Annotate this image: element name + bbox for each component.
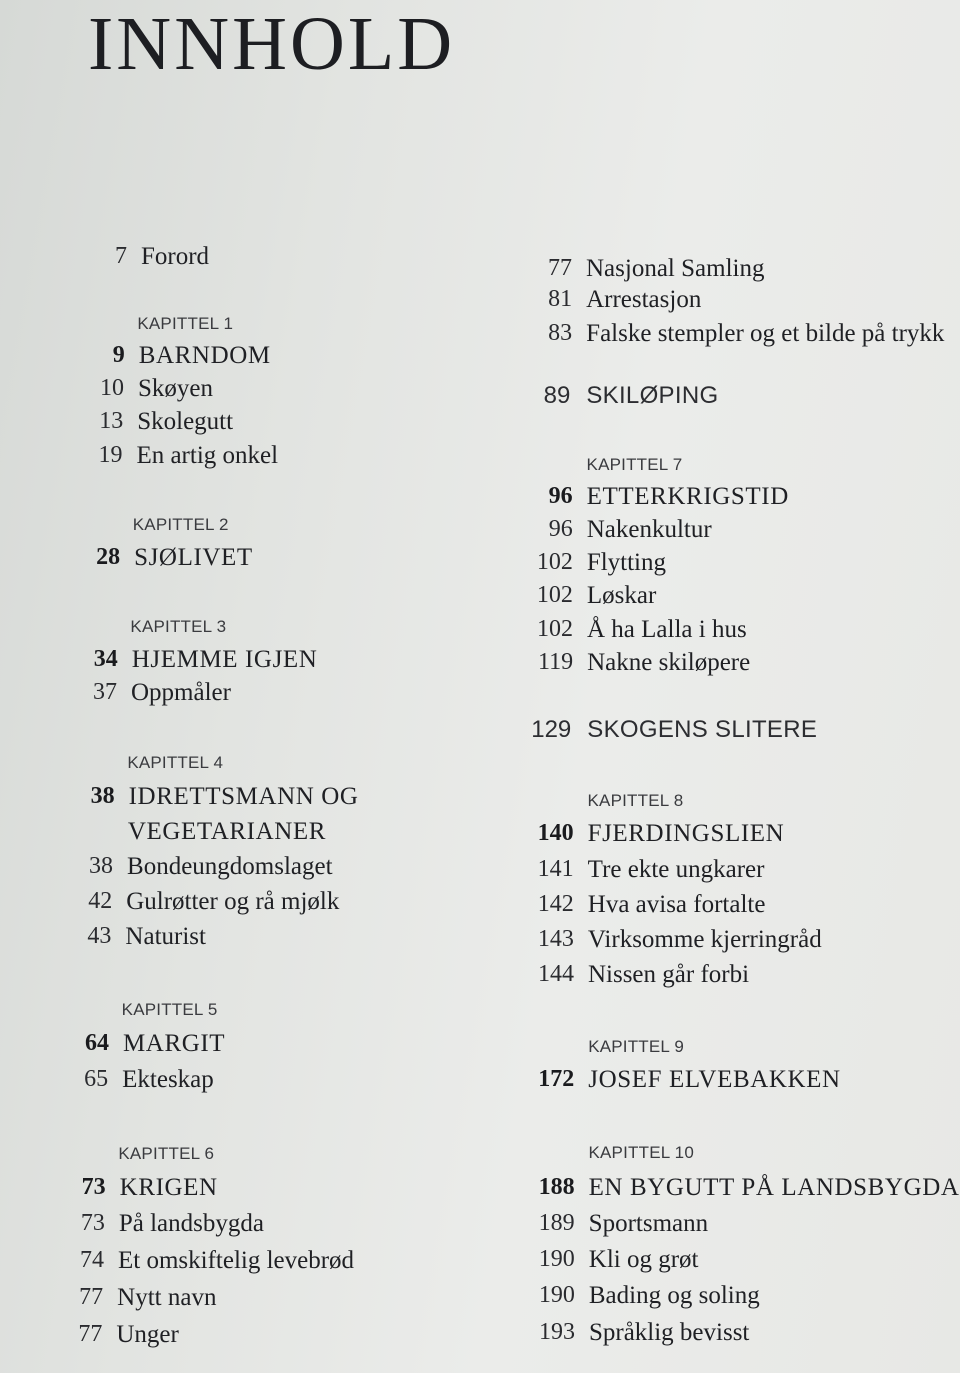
toc-entry	[98, 442, 279, 469]
page-number: 140	[537, 820, 574, 846]
page-number: 143	[537, 926, 574, 952]
chapter-heading: KAPITTEL 4	[127, 753, 224, 772]
entry-label: Hva avisa fortalte	[587, 891, 766, 918]
toc-entry	[536, 582, 657, 609]
page-number: 193	[538, 1319, 575, 1345]
toc-entry	[538, 1282, 760, 1309]
page-number: 43	[87, 923, 112, 949]
toc-entry	[80, 1210, 264, 1237]
page-number: 38	[90, 783, 115, 809]
entry-label: Naturist	[125, 923, 206, 950]
page-number: 28	[96, 544, 121, 570]
page-title: INNHOLD	[88, 2, 456, 86]
page-number: 89	[543, 382, 571, 409]
page-number: 73	[80, 1210, 105, 1236]
toc-entry	[93, 679, 231, 706]
entry-label: Et omskiftelig levebrød	[118, 1247, 355, 1274]
chapter-title-entry	[81, 1174, 218, 1201]
entry-label: En artig onkel	[136, 442, 279, 469]
entry-label: Nakne skiløpere	[587, 649, 751, 676]
toc-entry	[538, 1246, 699, 1273]
chapter-heading: KAPITTEL 5	[121, 1000, 218, 1019]
entry-label: Flytting	[586, 549, 666, 576]
page-number: 96	[548, 516, 573, 542]
toc-entry	[88, 888, 340, 915]
entry-label: Unger	[116, 1321, 179, 1348]
entry-label: Ekteskap	[122, 1066, 214, 1093]
chapter-title-entry	[112, 342, 271, 369]
page-number: 13	[99, 408, 124, 434]
page-number: 119	[537, 649, 574, 675]
page-number: 188	[538, 1174, 575, 1200]
chapter-heading: KAPITTEL 9	[588, 1037, 685, 1056]
entry-label: EN BYGUTT PÅ LANDSBYGDA	[588, 1174, 960, 1201]
toc-entry	[548, 320, 945, 347]
toc-entry	[548, 516, 712, 543]
toc-entry	[79, 1284, 217, 1311]
page-number: 83	[548, 320, 573, 346]
entry-label: På landsbygda	[118, 1210, 264, 1237]
entry-label: VEGETARIANER	[127, 818, 327, 845]
page-number: 81	[548, 286, 573, 312]
page-number: 129	[531, 716, 572, 743]
page-number: 37	[93, 679, 117, 705]
toc-entry	[537, 926, 822, 953]
toc-entry	[80, 1247, 355, 1274]
page-number: 96	[548, 483, 573, 509]
entry-label: MARGIT	[122, 1030, 226, 1057]
page-number: 142	[537, 891, 574, 917]
entry-label: Nasjonal Samling	[586, 255, 765, 282]
chapter-title-entry	[128, 819, 326, 844]
toc-entry	[115, 243, 210, 270]
entry-label: Gulrøtter og rå mjølk	[126, 888, 340, 915]
toc-entry	[537, 616, 747, 643]
page-number: 34	[93, 646, 118, 672]
page-number: 102	[537, 616, 573, 642]
page-number: 42	[88, 888, 113, 914]
toc-entry	[89, 853, 333, 880]
entry-label: Bading og soling	[588, 1282, 760, 1309]
entry-label: BARNDOM	[138, 342, 271, 369]
toc-entry	[538, 1210, 709, 1237]
entry-label: Løskar	[586, 582, 657, 609]
entry-label: SKOGENS SLITERE	[587, 716, 818, 743]
entry-label: Nytt navn	[117, 1284, 217, 1311]
toc-entry	[536, 549, 666, 576]
toc-entry	[84, 1066, 214, 1093]
page-number: 189	[538, 1210, 575, 1236]
page-number: 9	[112, 342, 125, 368]
toc-entry	[537, 891, 766, 918]
entry-label: Kli og grøt	[588, 1246, 699, 1273]
page-number: 102	[536, 582, 573, 608]
chapter-title-entry	[93, 646, 318, 673]
chapter-title-entry	[538, 1066, 841, 1093]
chapter-heading: KAPITTEL 3	[130, 617, 227, 636]
section-entry	[543, 382, 719, 409]
entry-label: Å ha Lalla i hus	[587, 616, 747, 643]
toc-entry	[548, 255, 765, 282]
chapter-title-entry	[548, 483, 789, 510]
chapter-title-entry	[537, 820, 785, 847]
chapter-heading: KAPITTEL 6	[118, 1144, 215, 1163]
page-number: 190	[538, 1246, 575, 1272]
entry-label: SJØLIVET	[134, 544, 253, 571]
page-number: 73	[81, 1174, 106, 1200]
toc-entry	[87, 923, 206, 950]
entry-label: KRIGEN	[119, 1174, 218, 1201]
page-number: 64	[84, 1030, 109, 1056]
chapter-heading: KAPITTEL 7	[586, 455, 683, 474]
page-number: 190	[538, 1282, 575, 1308]
page-number: 65	[84, 1066, 109, 1092]
entry-label: Oppmåler	[131, 679, 231, 706]
page-number: 19	[98, 442, 123, 468]
chapter-heading: KAPITTEL 10	[588, 1143, 694, 1162]
page-number: 77	[548, 255, 572, 281]
entry-label: SKILØPING	[586, 382, 719, 409]
entry-label: Skolegutt	[137, 408, 234, 435]
entry-label: Forord	[141, 243, 210, 270]
page-number: 77	[78, 1321, 103, 1347]
toc-entry	[537, 856, 765, 883]
page-number: 77	[79, 1284, 104, 1310]
section-entry	[531, 716, 818, 743]
page-number: 7	[115, 243, 127, 269]
toc-entry	[538, 1319, 750, 1346]
entry-label: Falske stempler og et bilde på trykk	[586, 320, 945, 347]
entry-label: ETTERKRIGSTID	[586, 483, 789, 510]
entry-label: JOSEF ELVEBAKKEN	[588, 1066, 841, 1093]
entry-label: Nakenkultur	[586, 516, 712, 543]
chapter-title-entry	[538, 1174, 960, 1201]
entry-label: Språklig bevisst	[588, 1319, 750, 1346]
chapter-title-entry	[90, 783, 359, 810]
entry-label: Virksomme kjerringråd	[587, 926, 822, 953]
entry-label: FJERDINGSLIEN	[587, 820, 785, 847]
page-number: 172	[538, 1066, 575, 1092]
chapter-heading: KAPITTEL 1	[137, 314, 234, 333]
chapter-title-entry	[96, 544, 253, 571]
page-number: 144	[537, 961, 574, 987]
entry-label: IDRETTSMANN OG	[128, 783, 359, 810]
entry-label: Tre ekte ungkarer	[587, 856, 765, 883]
entry-label: HJEMME IGJEN	[131, 646, 318, 673]
chapter-title-entry	[84, 1030, 226, 1057]
toc-entry	[548, 286, 702, 313]
entry-label: Bondeungdomslaget	[127, 853, 333, 880]
page-number: 141	[537, 856, 574, 882]
toc-entry	[99, 375, 213, 402]
page-number: 74	[80, 1247, 104, 1273]
toc-entry	[537, 961, 750, 988]
chapter-heading: KAPITTEL 8	[587, 791, 684, 810]
toc-entry	[78, 1321, 179, 1348]
entry-label: Sportsmann	[588, 1210, 709, 1237]
page-number: 102	[536, 549, 573, 575]
entry-label: Nissen går forbi	[587, 961, 750, 988]
entry-label: Arrestasjon	[586, 286, 702, 313]
entry-label: Skøyen	[137, 375, 213, 402]
page-number: 10	[99, 375, 124, 401]
page-number: 38	[89, 853, 114, 879]
chapter-heading: KAPITTEL 2	[132, 515, 229, 534]
toc-entry	[537, 649, 751, 676]
toc-entry	[99, 408, 234, 435]
